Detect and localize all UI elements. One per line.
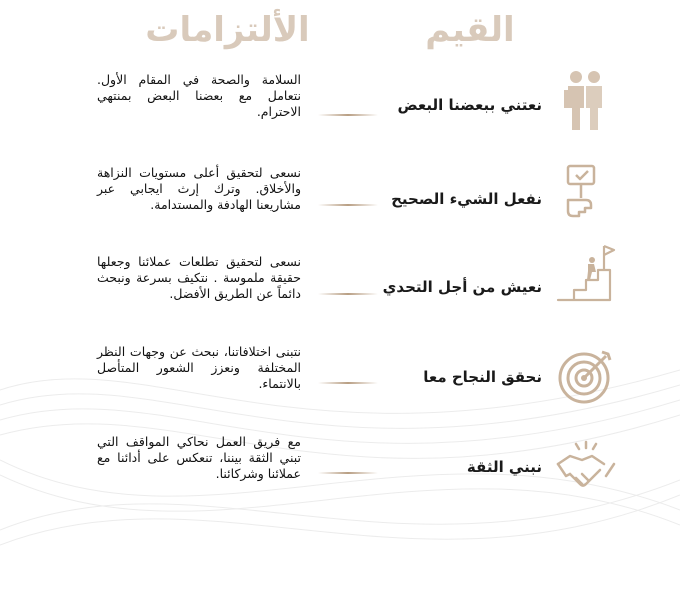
value-label: نبني الثقة [466,458,542,476]
commitment-text: نتبنى اختلافاتنا، نبحث عن وجهات النظر المختلفة ونعزز الشعور المتأصل بالانتماء. [97,344,301,391]
value-label: نعيش من أجل التحدي [382,278,542,296]
commitment-text: مع فريق العمل نحاكي المواقف التي تبني الثقة بيننا، تنعكس على أدائنا مع عملائنا وشركائنا. [97,434,301,481]
commitment-text: السلامة والصحة في المقام الأول. نتعامل مع بعضنا البعض بمنتهي الاحترام. [97,72,301,119]
commitments-header: الألتزامات [145,10,310,50]
target-arrow-icon [554,344,618,408]
value-label: نعتني ببعضنا البعض [397,96,542,114]
connector-line [318,293,378,295]
value-row [0,432,680,512]
values-header: القيم [425,10,515,50]
value-row [0,242,680,322]
value-label: نفعل الشيء الصحيح [391,190,542,208]
people-icon [554,68,618,132]
hand-sign-check-icon [554,160,618,224]
connector-line [318,472,378,474]
climber-flag-icon [554,242,618,306]
connector-line [318,114,378,116]
connector-line [318,382,378,384]
commitment-text: نسعى لتحقيق أعلى مستويات النزاهة والأخلاق. وترك إرث ايجابي عبر مشاريعنا الهادفة والمستدامة. [97,165,301,212]
commitment-text: نسعى لتحقيق تطلعات عملائنا وجعلها حقيقة ملموسة . نتكيف بسرعة ونبحث دائماً عن الطريق الأفضل. [97,254,301,301]
handshake-icon [554,434,618,498]
value-row [0,66,680,146]
connector-line [318,204,378,206]
value-label: نحقق النجاح معا [423,368,542,386]
value-row [0,340,680,420]
value-row [0,158,680,238]
